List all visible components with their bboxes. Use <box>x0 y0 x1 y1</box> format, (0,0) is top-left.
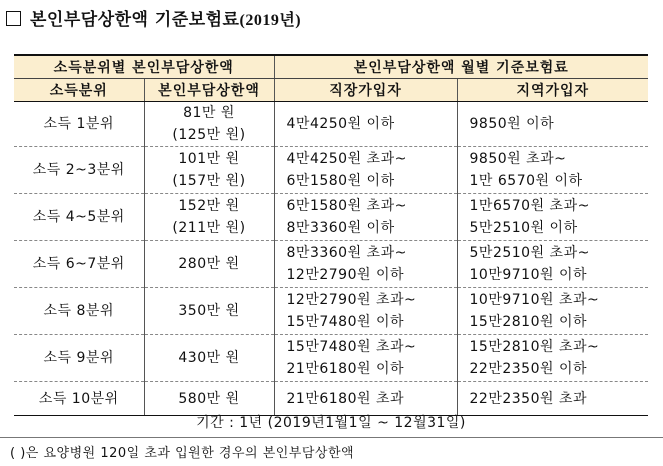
cell-employee <box>274 241 457 288</box>
cell-employee <box>274 194 457 241</box>
divider <box>0 437 663 438</box>
table-row <box>14 335 648 382</box>
cell-tier: 소득 8분위 <box>14 288 144 335</box>
cell-cap <box>144 147 274 194</box>
cell-employee-line: 8만3360원 이하 <box>286 220 395 236</box>
cell-regional-line: 1만 6570원 이하 <box>469 173 583 189</box>
cell-cap <box>144 241 274 288</box>
column-header-tier: 소득분위 <box>14 79 144 102</box>
table-row <box>14 194 648 241</box>
cell-regional-line: 15만2810원 이하 <box>469 314 588 330</box>
cell-cap-line: 580만 원 <box>178 390 240 407</box>
cell-cap-line: 101만 원 <box>178 151 240 167</box>
cell-cap-line: (211만 원) <box>172 220 246 236</box>
cell-regional <box>457 335 648 382</box>
cell-employee-line: 21만6180원 이하 <box>286 361 405 377</box>
cell-regional-line: 5만2510원 이하 <box>469 220 578 236</box>
cell-regional-line: 22만2350원 초과 <box>469 390 588 407</box>
cell-employee-line: 4만4250원 초과~ <box>286 151 407 167</box>
cell-tier: 소득 2~3분위 <box>14 147 144 194</box>
period-text: 기간 : 1년 (2019년1월1일 ~ 12월31일) <box>196 415 466 431</box>
group-header-premium: 본인부담상한액 월별 기준보험료 <box>274 55 648 79</box>
cell-regional-line: 10만9710원 이하 <box>469 267 588 283</box>
cell-employee <box>274 102 457 147</box>
cell-cap-line: (157만 원) <box>172 173 246 189</box>
cell-regional <box>457 241 648 288</box>
cell-cap-line: 430만 원 <box>178 350 240 366</box>
cell-regional <box>457 147 648 194</box>
column-header-regional: 지역가입자 <box>457 79 648 102</box>
cell-regional-line: 10만9710원 초과~ <box>469 292 600 308</box>
cell-tier: 소득 1분위 <box>14 102 144 147</box>
cell-regional <box>457 194 648 241</box>
cell-employee <box>274 147 457 194</box>
table-row <box>14 102 648 147</box>
title-text: 본인부담상한액 기준보험료 <box>30 10 240 30</box>
cell-regional <box>457 288 648 335</box>
cell-cap-line: (125만 원) <box>172 127 246 143</box>
cell-regional-line: 9850원 초과~ <box>469 151 567 167</box>
cell-regional-line: 9850원 이하 <box>469 116 555 132</box>
column-header-cap: 본인부담상한액 <box>144 79 274 102</box>
cell-cap <box>144 102 274 147</box>
cell-cap-line: 152만 원 <box>178 198 240 214</box>
cell-cap <box>144 335 274 382</box>
cell-cap <box>144 194 274 241</box>
checkbox-square-icon <box>6 11 21 26</box>
cell-employee-line: 6만1580원 이하 <box>286 173 395 189</box>
cell-regional-line: 15만2810원 초과~ <box>469 339 600 355</box>
cell-cap <box>144 288 274 335</box>
cell-employee-line: 12만2790원 초과~ <box>286 292 417 308</box>
cell-employee-line: 4만4250원 이하 <box>286 116 395 132</box>
cell-employee-line: 6만1580원 초과~ <box>286 198 407 214</box>
cell-regional-line: 22만2350원 이하 <box>469 361 588 377</box>
cell-regional-line: 1만6570원 초과~ <box>469 198 590 214</box>
cell-employee <box>274 288 457 335</box>
cell-cap-line: 81만 원 <box>183 105 235 121</box>
page-title <box>6 5 301 31</box>
cell-employee <box>274 335 457 382</box>
cell-cap-line: 280만 원 <box>178 256 240 272</box>
cell-tier: 소득 9분위 <box>14 335 144 382</box>
cell-employee-line: 15만7480원 이하 <box>286 314 405 330</box>
cell-tier: 소득 10분위 <box>14 382 144 416</box>
title-year: (2019년) <box>239 12 302 29</box>
cell-regional-line: 5만2510원 초과~ <box>469 245 590 261</box>
cell-employee-line: 15만7480원 초과~ <box>286 339 417 355</box>
premium-table <box>14 54 648 416</box>
table-row <box>14 241 648 288</box>
group-header-income: 소득분위별 본인부담상한액 <box>14 55 274 79</box>
footnote: ( )은 요양병원 120일 초과 입원한 경우의 본인부담상한액 <box>10 446 355 461</box>
cell-regional <box>457 102 648 147</box>
table-row <box>14 288 648 335</box>
cell-cap-line: 350만 원 <box>178 303 240 319</box>
cell-employee-line: 8만3360원 초과~ <box>286 245 407 261</box>
cell-tier: 소득 4~5분위 <box>14 194 144 241</box>
table-row <box>14 147 648 194</box>
cell-tier: 소득 6~7분위 <box>14 241 144 288</box>
column-header-employee: 직장가입자 <box>274 79 457 102</box>
cell-employee-line: 12만2790원 이하 <box>286 267 405 283</box>
cell-employee-line: 21만6180원 초과 <box>286 390 405 407</box>
